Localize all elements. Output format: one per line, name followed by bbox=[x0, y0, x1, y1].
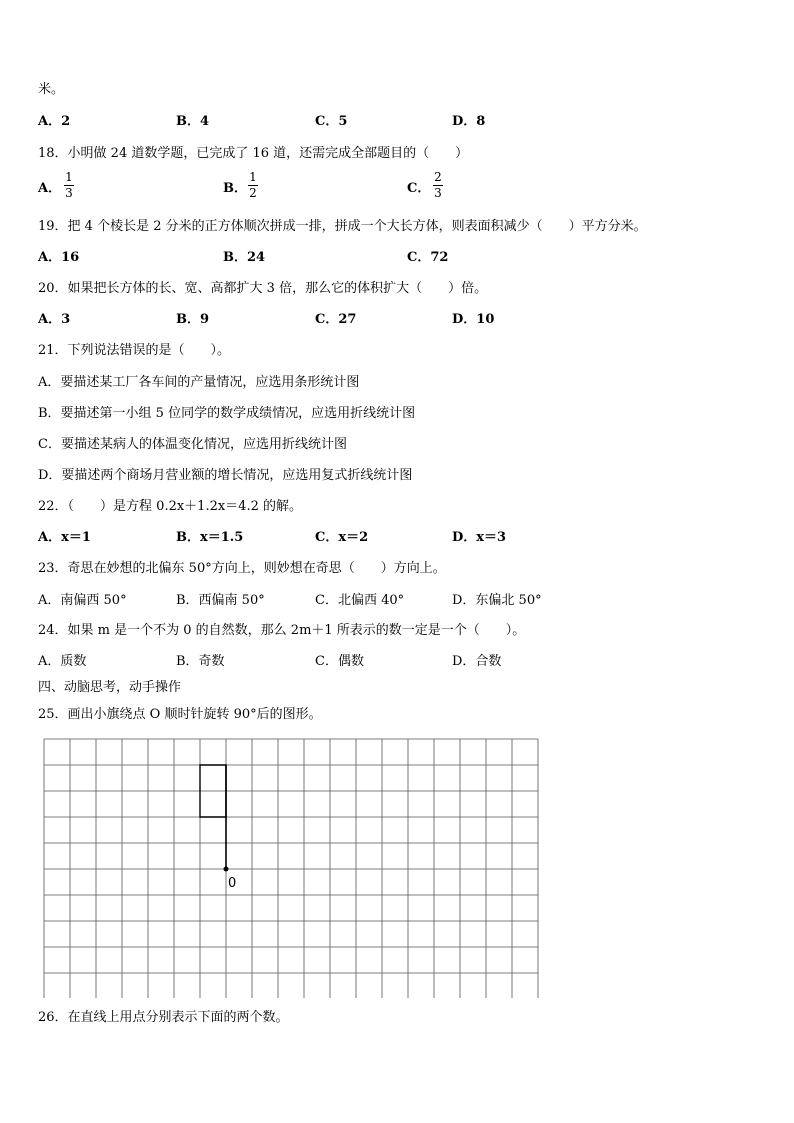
q21-option-c: C．要描述某病人的体温变化情况，应选用折线统计图 bbox=[38, 437, 347, 452]
q23-option-c: C．北偏西 40° bbox=[315, 593, 405, 608]
q21-question: 21．下列说法错误的是（ ）。 bbox=[38, 343, 231, 358]
q17-option-b: B．4 bbox=[176, 114, 210, 129]
q20-option-a: A．3 bbox=[38, 312, 71, 327]
q23-option-a: A．南偏西 50° bbox=[38, 593, 127, 608]
q20-option-b: B．9 bbox=[176, 312, 210, 327]
top-fragment: 米。 bbox=[38, 82, 65, 97]
q19-question: 19．把 4 个棱长是 2 分米的正方体顺次拼成一排，拼成一个大长方体，则表面积减少（ ）平方分米。 bbox=[38, 219, 647, 234]
q20-question: 20．如果把长方体的长、宽、高都扩大 3 倍，那么它的体积扩大（ ）倍。 bbox=[38, 281, 488, 296]
q17-option-a: A．2 bbox=[38, 114, 71, 129]
section-heading: 四、动脑思考，动手操作 bbox=[38, 680, 182, 695]
q24-question: 24．如果 m 是一个不为 0 的自然数，那么 2m＋1 所表示的数一定是一个（ ）。 bbox=[38, 623, 526, 638]
q22-option-b: B．x＝1.5 bbox=[176, 530, 244, 545]
q22-option-d: D．x＝3 bbox=[452, 530, 507, 545]
fraction-a: 1 3 bbox=[65, 170, 73, 200]
fraction-c: 2 3 bbox=[434, 170, 442, 200]
point-o bbox=[224, 867, 229, 872]
q18-question: 18．小明做 24 道数学题，已完成了 16 道，还需完成全部题目的（ ） bbox=[38, 146, 469, 161]
q22-question: 22．（ ）是方程 0.2x＋1.2x＝4.2 的解。 bbox=[38, 499, 302, 514]
q26-question: 26．在直线上用点分别表示下面的两个数。 bbox=[38, 1010, 289, 1025]
q20-option-d: D．10 bbox=[452, 312, 495, 327]
q25-question: 25．画出小旗绕点 O 顺时针旋转 90°后的图形。 bbox=[38, 707, 322, 722]
q17-option-d: D．8 bbox=[452, 114, 486, 129]
q20-option-c: C．27 bbox=[315, 312, 357, 327]
q24-option-c: C．偶数 bbox=[315, 654, 364, 669]
q24-option-a: A．质数 bbox=[38, 654, 87, 669]
q21-option-d: D．要描述两个商场月营业额的增长情况，应选用复式折线统计图 bbox=[38, 468, 413, 483]
q23-question: 23．奇思在妙想的北偏东 50°方向上，则妙想在奇思（ ）方向上。 bbox=[38, 561, 446, 576]
rotation-grid bbox=[43, 738, 545, 998]
q21-option-b: B．要描述第一小组 5 位同学的数学成绩情况，应选用折线统计图 bbox=[38, 406, 416, 421]
q23-option-b: B．西偏南 50° bbox=[176, 593, 265, 608]
q21-option-a: A．要描述某工厂各车间的产量情况，应选用条形统计图 bbox=[38, 375, 360, 390]
q23-option-d: D．东偏北 50° bbox=[452, 593, 542, 608]
q19-option-b: B．24 bbox=[223, 250, 266, 265]
q17-option-c: C．5 bbox=[315, 114, 348, 129]
q24-option-b: B．奇数 bbox=[176, 654, 225, 669]
q19-option-a: A．16 bbox=[38, 250, 80, 265]
q22-option-a: A．x＝1 bbox=[38, 530, 91, 545]
fraction-b: 1 2 bbox=[249, 170, 257, 200]
q19-option-c: C．72 bbox=[407, 250, 449, 265]
q22-option-c: C．x＝2 bbox=[315, 530, 369, 545]
q24-option-d: D．合数 bbox=[452, 654, 502, 669]
point-o-label: 0 bbox=[228, 876, 237, 891]
